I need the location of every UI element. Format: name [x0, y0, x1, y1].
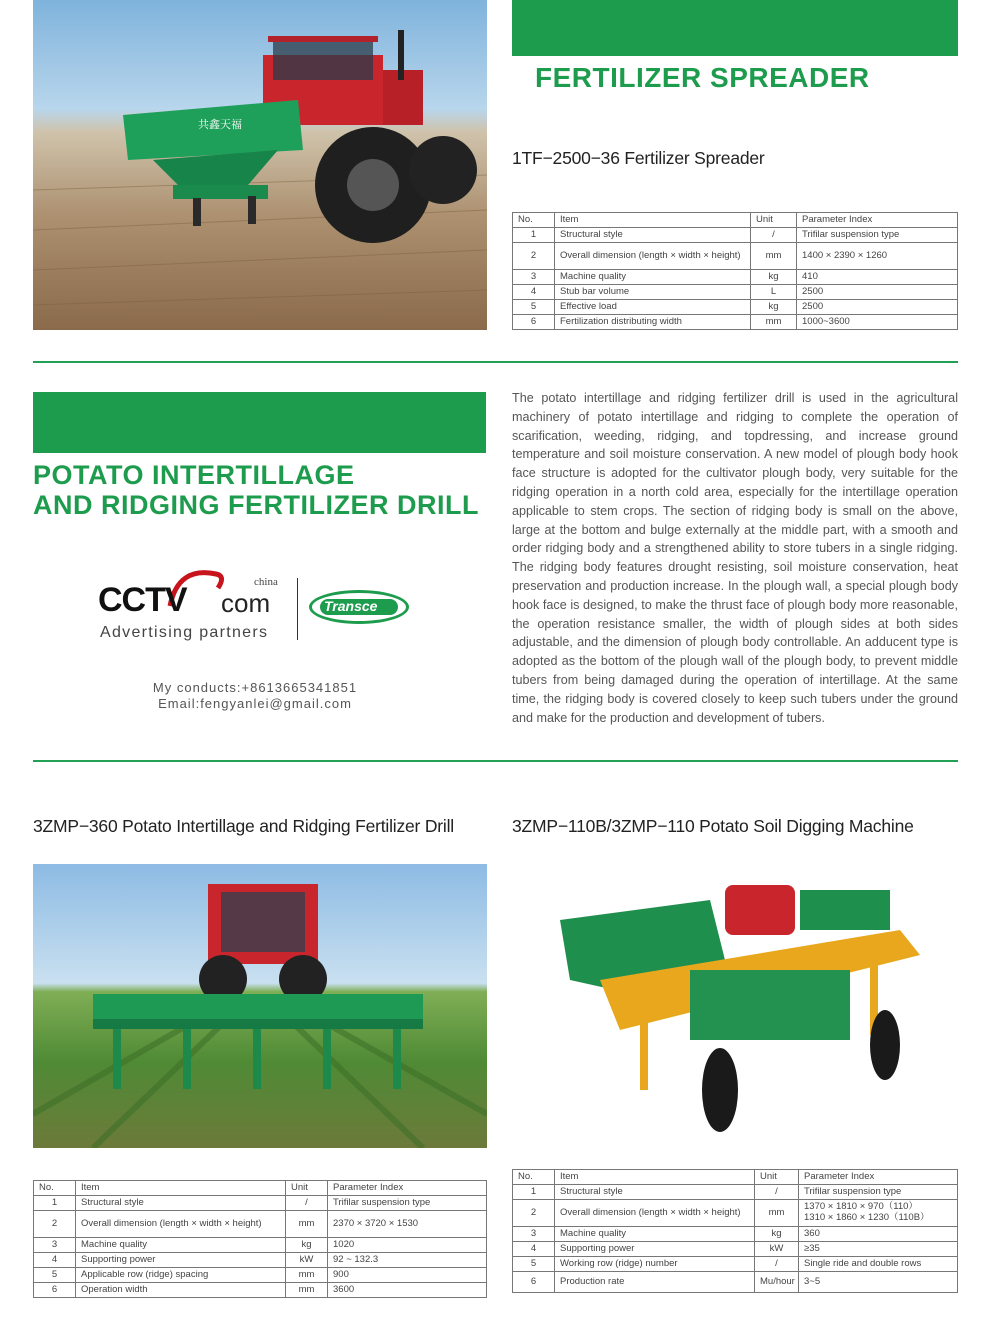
cell-no: 1	[513, 1185, 555, 1200]
cctv-text: CCTV	[98, 581, 187, 619]
cell-parameter: 2500	[797, 300, 958, 315]
header-unit: Unit	[286, 1181, 328, 1196]
cell-unit: kg	[286, 1238, 328, 1253]
cell-parameter: 410	[797, 270, 958, 285]
header-no: No.	[513, 213, 555, 228]
cell-item: Structural style	[555, 228, 751, 243]
cell-no: 2	[513, 1200, 555, 1227]
table-row	[34, 1283, 487, 1298]
table-row	[513, 285, 958, 300]
cell-item: Machine quality	[555, 270, 751, 285]
header-parameter: Parameter Index	[328, 1181, 487, 1196]
divider	[33, 760, 958, 762]
cell-no: 3	[34, 1238, 76, 1253]
header-item: Item	[76, 1181, 286, 1196]
cell-item: Overall dimension (length × width × height)	[555, 1200, 755, 1227]
header-parameter: Parameter Index	[799, 1170, 958, 1185]
cell-parameter	[799, 1200, 958, 1227]
cell-item: Working row (ridge) number	[555, 1257, 755, 1272]
cell-parameter: 360	[799, 1227, 958, 1242]
cell-parameter: 2500	[797, 285, 958, 300]
cell-no: 3	[513, 1227, 555, 1242]
cell-no: 4	[34, 1253, 76, 1268]
photo-brand-text: 共鑫天福	[198, 118, 242, 131]
cell-item: Operation width	[76, 1283, 286, 1298]
digger-model-title: 3ZMP−110B/3ZMP−110 Potato Soil Digging Machine	[512, 816, 914, 836]
cell-no: 6	[513, 1272, 555, 1293]
cell-no: 4	[513, 1242, 555, 1257]
partners-tagline: Advertising partners	[100, 624, 269, 641]
header-unit: Unit	[755, 1170, 799, 1185]
table-header-row	[34, 1181, 487, 1196]
cell-parameter: Trifilar suspension type	[799, 1185, 958, 1200]
cell-item: Production rate	[555, 1272, 755, 1293]
cell-unit: mm	[286, 1283, 328, 1298]
table-row	[513, 1227, 958, 1242]
com-text: com	[221, 588, 271, 618]
digger-illustration	[540, 860, 960, 1160]
drill-photo	[33, 864, 487, 1148]
table-row	[513, 228, 958, 243]
cell-unit: mm	[751, 315, 797, 330]
table-row	[34, 1253, 487, 1268]
cell-item: Overall dimension (length × width × height)	[76, 1211, 286, 1238]
cell-no: 2	[513, 243, 555, 270]
cell-unit: kg	[751, 300, 797, 315]
header-item: Item	[555, 1170, 755, 1185]
cell-no: 1	[513, 228, 555, 243]
cell-unit: mm	[286, 1268, 328, 1283]
cell-parameter: Trifilar suspension type	[797, 228, 958, 243]
cell-parameter: 900	[328, 1268, 487, 1283]
table-row	[513, 270, 958, 285]
cell-unit: kW	[755, 1242, 799, 1257]
transce-logo	[309, 590, 409, 624]
divider	[33, 361, 958, 363]
cell-parameter: 3600	[328, 1283, 487, 1298]
cell-unit: /	[755, 1185, 799, 1200]
table-row	[513, 1242, 958, 1257]
cell-no: 5	[34, 1268, 76, 1283]
table-row	[513, 1200, 958, 1227]
fertilizer-spreader-photo	[33, 0, 487, 330]
table-row	[513, 300, 958, 315]
cell-unit: mm	[286, 1211, 328, 1238]
cell-item: Stub bar volume	[555, 285, 751, 300]
cell-unit: L	[751, 285, 797, 300]
header-no: No.	[513, 1170, 555, 1185]
cell-unit: /	[286, 1196, 328, 1211]
table-header-row	[513, 213, 958, 228]
dimension-110: 1370 × 1810 × 970（110）	[804, 1201, 918, 1213]
cell-item: Supporting power	[555, 1242, 755, 1257]
table-row	[513, 1185, 958, 1200]
cell-parameter: Single ride and double rows	[799, 1257, 958, 1272]
cell-item: Supporting power	[76, 1253, 286, 1268]
logo-divider	[297, 578, 298, 640]
cell-unit: mm	[751, 243, 797, 270]
cell-parameter: ≥35	[799, 1242, 958, 1257]
header-parameter: Parameter Index	[797, 213, 958, 228]
drill-illustration	[33, 864, 487, 1148]
fertilizer-spec-table	[512, 212, 958, 330]
cell-no: 6	[34, 1283, 76, 1298]
cell-no: 5	[513, 300, 555, 315]
cell-unit: kg	[751, 270, 797, 285]
cell-parameter: Trifilar suspension type	[328, 1196, 487, 1211]
cell-unit: kW	[286, 1253, 328, 1268]
fertilizer-section-title: FERTILIZER SPREADER	[535, 62, 870, 93]
contact-email: Email:fengyanlei@gmail.com	[158, 696, 352, 711]
cell-item: Effective load	[555, 300, 751, 315]
table-row	[34, 1268, 487, 1283]
digger-photo	[540, 860, 960, 1160]
drill-model-title: 3ZMP−360 Potato Intertillage and Ridging Fertilizer Drill	[33, 816, 454, 836]
digger-spec-table	[512, 1169, 958, 1293]
cell-unit: /	[755, 1257, 799, 1272]
contact-phone: My conducts:+8613665341851	[152, 680, 358, 695]
potato-title-line2: AND RIDGING FERTILIZER DRILL	[33, 490, 479, 520]
cell-no: 6	[513, 315, 555, 330]
table-header-row	[513, 1170, 958, 1185]
table-row	[34, 1238, 487, 1253]
table-row	[513, 243, 958, 270]
fertilizer-green-bar	[512, 0, 958, 56]
cell-unit: mm	[755, 1200, 799, 1227]
table-row	[34, 1196, 487, 1211]
cell-no: 1	[34, 1196, 76, 1211]
table-row	[513, 315, 958, 330]
cell-parameter: 92 ~ 132.3	[328, 1253, 487, 1268]
cell-unit: kg	[755, 1227, 799, 1242]
cell-unit: /	[751, 228, 797, 243]
header-no: No.	[34, 1181, 76, 1196]
cctv-logo	[98, 568, 288, 618]
header-item: Item	[555, 213, 751, 228]
cell-no: 2	[34, 1211, 76, 1238]
potato-title-line1: POTATO INTERTILLAGE	[33, 460, 355, 490]
cell-item: Fertilization distributing width	[555, 315, 751, 330]
cell-item: Overall dimension (length × width × height)	[555, 243, 751, 270]
cell-no: 5	[513, 1257, 555, 1272]
cell-no: 3	[513, 270, 555, 285]
potato-section-title	[33, 460, 493, 520]
cell-item: Structural style	[76, 1196, 286, 1211]
table-row	[513, 1257, 958, 1272]
dimension-110b: 1310 × 1860 × 1230（110B）	[804, 1212, 930, 1223]
cell-unit: Mu/hour	[755, 1272, 799, 1293]
potato-description: The potato intertillage and ridging fertilizer drill is used in the agricultural machinery of potato intertillage and ridging to complete the operation of scarification, weeding, ridging, and topdressing, and increase ground temperature and soil moisture conservation. A new model of plough body hook face structure is adopted for the cultivator plough body, very suitable for the ridging operation in a north cold area, especially for the intertillage operation applicable to stem crops. The section of ridging body is small on the above, large at the bottom and bulge externally at the middle part, with a smooth and order ridging body and a strengthened ability to store tubers in a single ridging. The ridging body features drought resisting, soil moisture conservation, heat preservation and production increase. In the plough wall, a special plough body hook face is designed, to make the thrust face of plough body more reasonable, the operation resistance smaller, the width of plough sides at both sides adjustable, and the dimension of plough body controllable. An adducent type is adopted as the bottom of the plough wall of the plough body, to prevent middle tubers from being damaged during the operation of intertillage. At the same time, the ridging body is covered closely to keep such tubers under the ground and make for the production and development of tubers.	[512, 391, 958, 725]
cell-item: Machine quality	[76, 1238, 286, 1253]
cell-item: Applicable row (ridge) spacing	[76, 1268, 286, 1283]
cell-parameter: 1000~3600	[797, 315, 958, 330]
fertilizer-model-title: 1TF−2500−36 Fertilizer Spreader	[512, 148, 765, 168]
cell-item: Structural style	[555, 1185, 755, 1200]
cell-parameter: 2370 × 3720 × 1530	[328, 1211, 487, 1238]
cell-parameter: 1400 × 2390 × 1260	[797, 243, 958, 270]
tractor-illustration	[33, 0, 487, 330]
potato-green-bar	[33, 392, 486, 453]
cell-parameter: 3~5	[799, 1272, 958, 1293]
china-text: china	[254, 576, 278, 588]
cell-parameter: 1020	[328, 1238, 487, 1253]
cell-item: Machine quality	[555, 1227, 755, 1242]
table-row	[34, 1211, 487, 1238]
table-row	[513, 1272, 958, 1293]
transce-text: Transce	[324, 598, 378, 614]
header-unit: Unit	[751, 213, 797, 228]
cell-no: 4	[513, 285, 555, 300]
drill-spec-table	[33, 1180, 487, 1298]
